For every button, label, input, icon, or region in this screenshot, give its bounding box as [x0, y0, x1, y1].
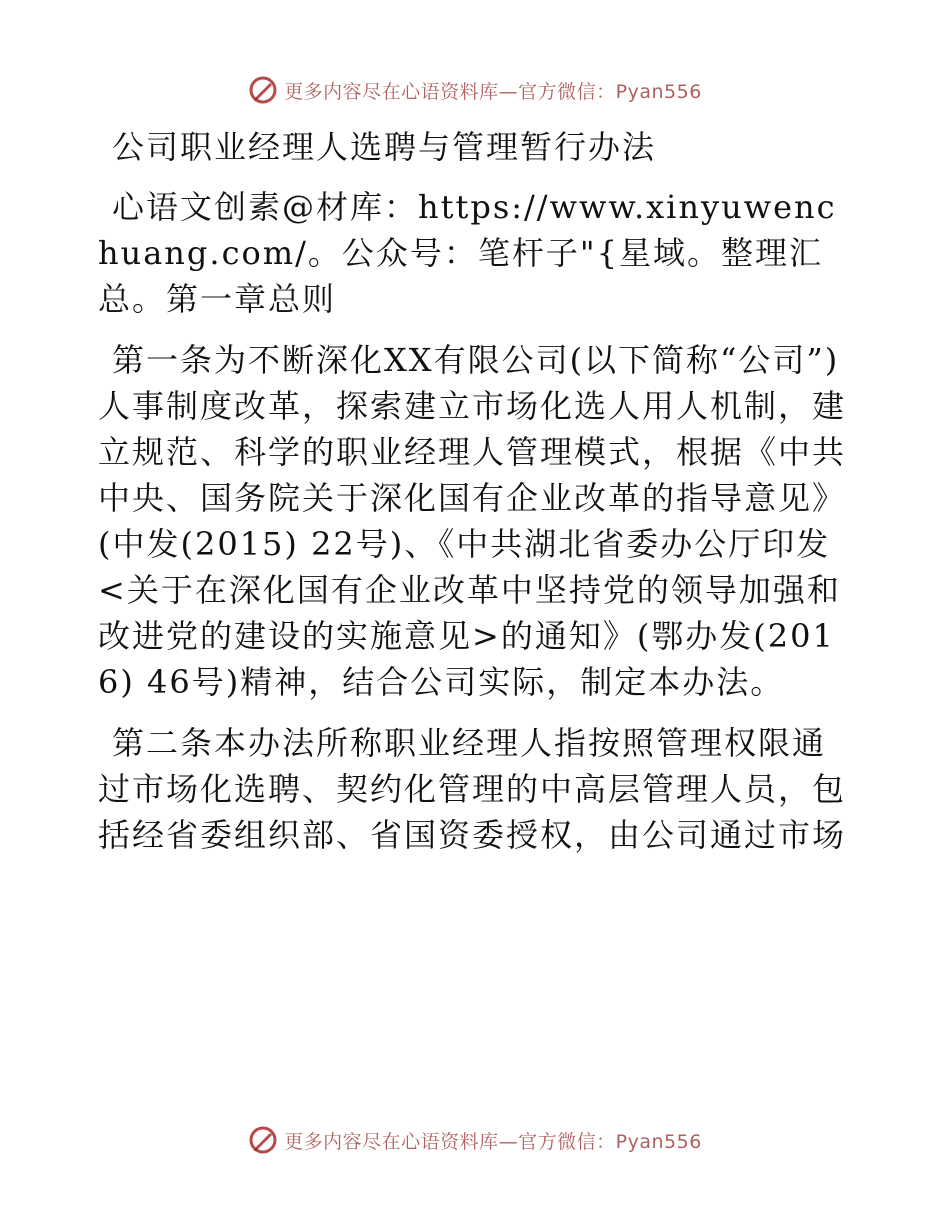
- document-title: 公司职业经理人选聘与管理暂行办法: [112, 128, 657, 166]
- watermark-text: 更多内容尽在心语资料库—官方微信：Pyan556: [284, 1130, 702, 1153]
- paragraph-article-2: 第二条本办法所称职业经理人指按照管理权限通过市场化选聘、契约化管理的中高层管理人员，包括经省委组织部、省国资委授权，由公司通过市场: [98, 724, 847, 854]
- paragraph-article-1: 第一条为不断深化XX有限公司(以下简称“公司”)人事制度改革，探索建立市场化选人用人机制，建立规范、科学的职业经理人管理模式，根据《中共中央、国务院关于深化国有企业改革的指导意见》(中发(2015) 22号)、《中共湖北省委办公厅印发<关于在深化国有企业改革中坚持党的领导加强和改进党的建设的实施意见>的通知》(鄂办发(2016) 46号)精神，结合公司实际，制定本办法。: [98, 341, 847, 701]
- watermark-text: 更多内容尽在心语资料库—官方微信：Pyan556: [284, 80, 702, 103]
- footer-watermark: [0, 1120, 950, 1160]
- header-watermark: [0, 70, 950, 110]
- document-body: [98, 124, 852, 858]
- paragraph-source: 心语文创素@材库：https://www.xinyuwenchuang.com/。公众号：笔杆子"{星域。整理汇总。第一章总则: [98, 188, 837, 318]
- pen-logo-icon: [248, 75, 278, 105]
- pen-logo-icon: [248, 1125, 278, 1155]
